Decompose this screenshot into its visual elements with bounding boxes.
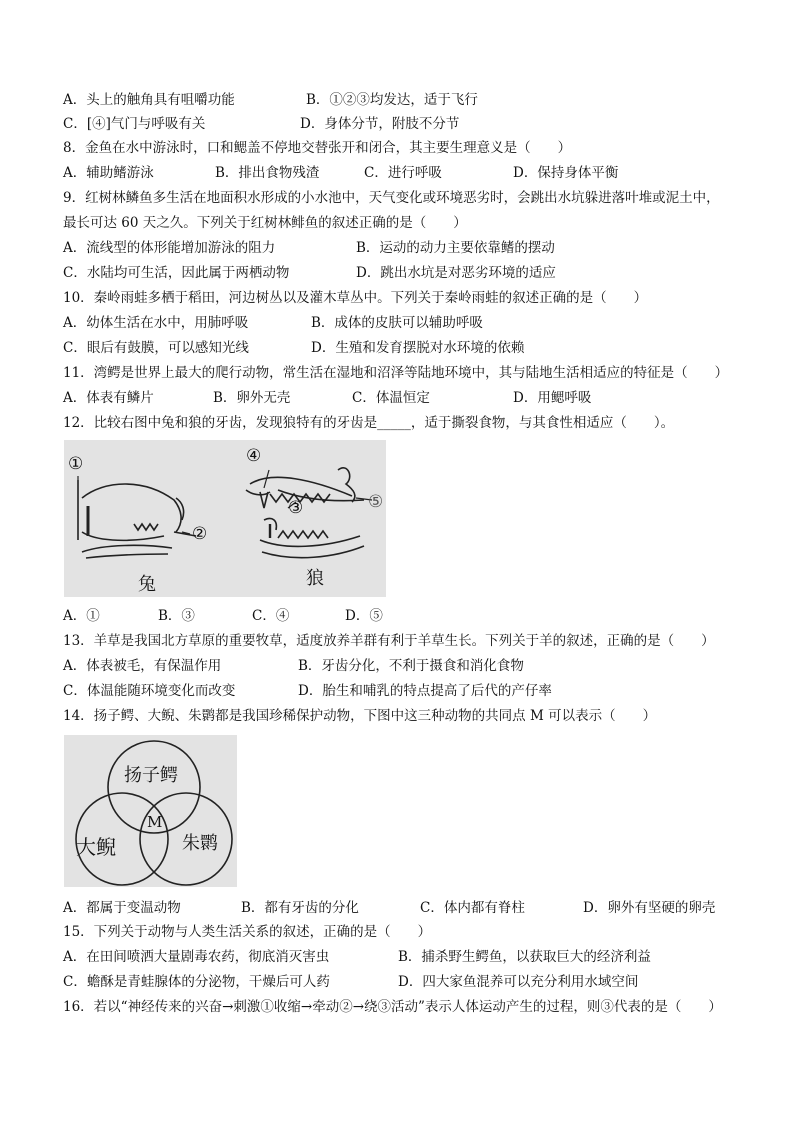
q9-option-a: A．流线型的体形能增加游泳的阻力 (63, 240, 276, 256)
q15-stem: 15．下列关于动物与人类生活关系的叙述，正确的是（ ） (63, 924, 432, 940)
q11-option-d: D．用鳃呼吸 (513, 390, 592, 406)
q10-stem: 10．秦岭雨蛙多栖于稻田，河边树丛以及灌木草丛中。下列关于秦岭雨蛙的叙述正确的是（ ） (63, 290, 648, 306)
q13-option-c: C．体温能随环境变化而改变 (63, 683, 236, 699)
rabbit-mark-1: ① (68, 454, 84, 474)
q12-option-b: B．③ (158, 608, 195, 624)
teeth-diagram (64, 440, 386, 597)
q9-stem-line1: 9．红树林鳞鱼多生活在地面积水形成的小水池中，天气变化或环境恶劣时，会跳出水坑躲进落叶堆或泥土中， (63, 190, 720, 206)
q8-option-b: B．排出食物残渣 (215, 165, 320, 181)
teeth-figure (64, 440, 386, 597)
rabbit-mark-2: ② (192, 524, 208, 544)
venn-label-salamander: 大鲵 (76, 835, 116, 859)
q9-stem-line2: 最长可达 60 天之久。下列关于红树林鲱鱼的叙述正确的是（ ） (63, 215, 467, 231)
q11-option-c: C．体温恒定 (352, 390, 430, 406)
q7-option-c: C．[④]气门与呼吸有关 (63, 116, 206, 132)
q11-stem: 11．湾鳄是世界上最大的爬行动物，常生活在湿地和沼泽等陆地环境中，其与陆地生活相适应的特征是（ ） (63, 365, 729, 381)
q11-option-b: B．卵外无壳 (213, 390, 291, 406)
venn-figure (64, 735, 237, 887)
q15-option-c: C．蟾酥是青蛙腺体的分泌物，干燥后可人药 (63, 974, 330, 990)
q12-option-c: C．④ (252, 608, 290, 624)
q8-stem: 8．金鱼在水中游泳时，口和鳃盖不停地交替张开和闭合，其主要生理意义是（ ） (63, 140, 572, 156)
rabbit-label: 兔 (138, 574, 156, 595)
wolf-mark-3: ③ (288, 498, 304, 518)
q9-option-c: C．水陆均可生活，因此属于两栖动物 (63, 265, 290, 281)
q13-option-b: B．牙齿分化，不利于摄食和消化食物 (298, 658, 524, 674)
q14-option-b: B．都有牙齿的分化 (241, 900, 359, 916)
venn-label-ibis: 朱鹮 (182, 833, 218, 854)
q13-option-a: A．体表被毛，有保温作用 (63, 658, 222, 674)
wolf-mark-5: ⑤ (368, 492, 384, 512)
q7-option-b: B．①②③均发达，适于飞行 (306, 92, 478, 108)
q8-option-d: D．保持身体平衡 (513, 165, 619, 181)
wolf-label: 狼 (306, 568, 324, 589)
q13-option-d: D．胎生和哺乳的特点提高了后代的产仔率 (298, 683, 552, 699)
q10-option-a: A．幼体生活在水中，用肺呼吸 (63, 315, 249, 331)
venn-label-alligator: 扬子鳄 (124, 765, 178, 786)
q16-stem: 16．若以“神经传来的兴奋→刺激①收缩→牵动②→绕③活动”表示人体运动产生的过程，则③代表的是（ ） (63, 999, 722, 1015)
q12-option-d: D．⑤ (345, 608, 383, 624)
q15-option-d: D．四大家鱼混养可以充分利用水域空间 (398, 974, 639, 990)
q12-option-a: A．① (63, 608, 100, 624)
venn-diagram (64, 735, 237, 887)
q8-option-a: A．辅助鳍游泳 (63, 165, 154, 181)
q13-stem: 13．羊草是我国北方草原的重要牧草，适度放养羊群有利于羊草生长。下列关于羊的叙述，正确的是（ ） (63, 633, 715, 649)
venn-center-m: M (147, 813, 163, 831)
q11-option-a: A．体表有鳞片 (63, 390, 154, 406)
q10-option-d: D．生殖和发育摆脱对水环境的依赖 (311, 340, 525, 356)
q7-option-a: A．头上的触角具有咀嚼功能 (63, 92, 235, 108)
q14-stem: 14．扬子鳄、大鲵、朱鹮都是我国珍稀保护动物，下图中这三种动物的共同点 M 可以表示（ ） (63, 708, 657, 724)
q14-option-c: C．体内都有脊柱 (420, 900, 525, 916)
q9-option-d: D．跳出水坑是对恶劣环境的适应 (356, 265, 556, 281)
wolf-mark-4: ④ (246, 446, 262, 466)
q15-option-a: A．在田间喷洒大量剧毒农药，彻底消灭害虫 (63, 949, 330, 965)
q7-option-d: D．身体分节，附肢不分节 (300, 116, 460, 132)
q10-option-c: C．眼后有鼓膜，可以感知光线 (63, 340, 249, 356)
q8-option-c: C．进行呼吸 (364, 165, 442, 181)
q10-option-b: B．成体的皮肤可以辅助呼吸 (311, 315, 483, 331)
q9-option-b: B．运动的动力主要依靠鳍的摆动 (356, 240, 555, 256)
q14-option-a: A．都属于变温动物 (63, 900, 181, 916)
q12-stem: 12．比较右图中兔和狼的牙齿，发现狼特有的牙齿是_____，适于撕裂食物，与其食性相适应（ ）。 (63, 415, 675, 431)
q14-option-d: D．卵外有坚硬的卵壳 (583, 900, 716, 916)
q15-option-b: B．捕杀野生鳄鱼，以获取巨大的经济利益 (398, 949, 651, 965)
